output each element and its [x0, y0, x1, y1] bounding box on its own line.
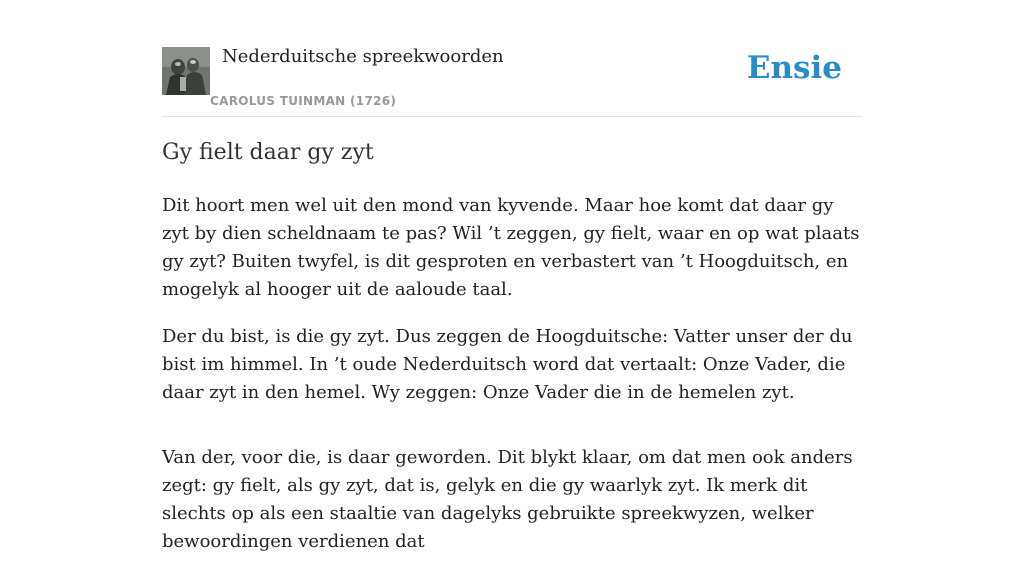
- entry-title: Gy fielt daar gy zyt: [162, 140, 374, 165]
- author-label[interactable]: CAROLUS TUINMAN (1726): [210, 94, 397, 108]
- paragraph: Van der, voor die, is daar geworden. Dit blykt klaar, om dat men ook anders zegt: gy fielt, als gy zyt, dat is, gelyk en die gy waarlyk zyt. Ik merk dit slechts op als een staaltie van dagelyks gebruikte spreekwyzen, welker bewoordingen verdienen dat: [162, 447, 853, 552]
- book-title[interactable]: Nederduitsche spreekwoorden: [222, 46, 504, 67]
- entry-body: [162, 192, 862, 575]
- author-portrait-icon[interactable]: [162, 47, 210, 95]
- header: [162, 0, 862, 117]
- paragraph: Der du bist, is die gy zyt. Dus zeggen de Hoogduitsche: Vatter unser der du bist im himmel. In ’t oude Nederduitsch word dat vertaalt: Onze Vader, die daar zyt in den hemel. Wy zeggen: Onze Vader die in de hemelen zyt.: [162, 326, 853, 403]
- ensie-logo[interactable]: Ensie: [746, 50, 842, 86]
- page: [162, 0, 862, 552]
- paragraph: Dit hoort men wel uit den mond van kyvende. Maar hoe komt dat daar gy zyt by dien scheldnaam te pas? Wil ’t zeggen, gy fielt, waar en op wat plaats gy zyt? Buiten twyfel, is dit gesproten en verbastert van ’t Hoogduitsch, en mogelyk al hooger uit de aaloude taal.: [162, 195, 860, 300]
